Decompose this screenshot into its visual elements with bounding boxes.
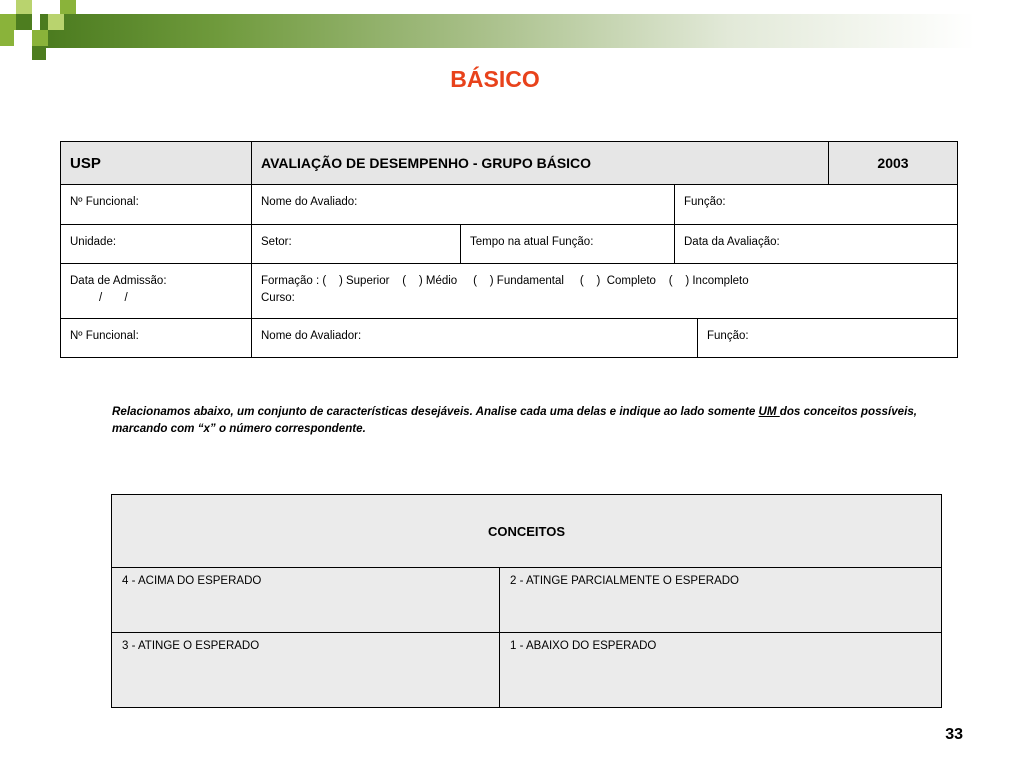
form-title-cell: AVALIAÇÃO DE DESEMPENHO - GRUPO BÁSICO	[252, 142, 829, 185]
decor-square	[16, 14, 32, 30]
data-admissao-field[interactable]	[61, 264, 252, 319]
instructions-part2: dos conceitos possíveis, marcando com “x” o número correspondente.	[112, 405, 917, 435]
concept-2: 2 - ATINGE PARCIALMENTE O ESPERADO	[500, 568, 942, 633]
nome-avaliado-field[interactable]: Nome do Avaliado:	[252, 185, 675, 225]
evaluation-form-table	[60, 141, 958, 358]
curso-label: Curso:	[261, 292, 295, 304]
concepts-header: CONCEITOS	[112, 495, 942, 568]
data-admissao-label: Data de Admissão:	[70, 275, 167, 287]
data-avaliacao-field[interactable]: Data da Avaliação:	[675, 225, 958, 264]
setor-field[interactable]: Setor:	[252, 225, 461, 264]
concept-3: 3 - ATINGE O ESPERADO	[112, 633, 500, 708]
decor-square	[16, 0, 32, 14]
institution-cell: USP	[61, 142, 252, 185]
funcional-avaliador-field[interactable]: Nº Funcional:	[61, 319, 252, 358]
instructions-part1: Relacionamos abaixo, um conjunto de características desejáveis. Analise cada uma delas e indique ao lado somente	[112, 405, 759, 418]
decor-square	[32, 30, 48, 46]
concept-1: 1 - ABAIXO DO ESPERADO	[500, 633, 942, 708]
concept-4: 4 - ACIMA DO ESPERADO	[112, 568, 500, 633]
decor-square	[0, 14, 16, 30]
decor-square	[0, 30, 14, 46]
formacao-field[interactable]	[252, 264, 958, 319]
formacao-options: Formação : ( ) Superior ( ) Médio ( ) Fundamental ( ) Completo ( ) Incompleto	[261, 275, 749, 287]
page-number: 33	[945, 726, 963, 743]
funcional-field[interactable]: Nº Funcional:	[61, 185, 252, 225]
nome-avaliador-field[interactable]: Nome do Avaliador:	[252, 319, 698, 358]
decor-square	[32, 46, 46, 60]
year-cell: 2003	[829, 142, 958, 185]
tempo-funcao-field[interactable]: Tempo na atual Função:	[461, 225, 675, 264]
page-title: BÁSICO	[450, 66, 540, 92]
funcao-avaliador-field[interactable]: Função:	[698, 319, 958, 358]
instructions-underlined: UM	[758, 405, 780, 418]
decor-square	[48, 14, 64, 30]
funcao-field[interactable]: Função:	[675, 185, 958, 225]
concepts-table	[111, 494, 942, 708]
header-decoration-bar	[40, 14, 1024, 48]
data-admissao-date: / /	[99, 292, 128, 304]
unidade-field[interactable]: Unidade:	[61, 225, 252, 264]
decor-square	[60, 0, 76, 14]
instructions-text	[112, 403, 938, 437]
